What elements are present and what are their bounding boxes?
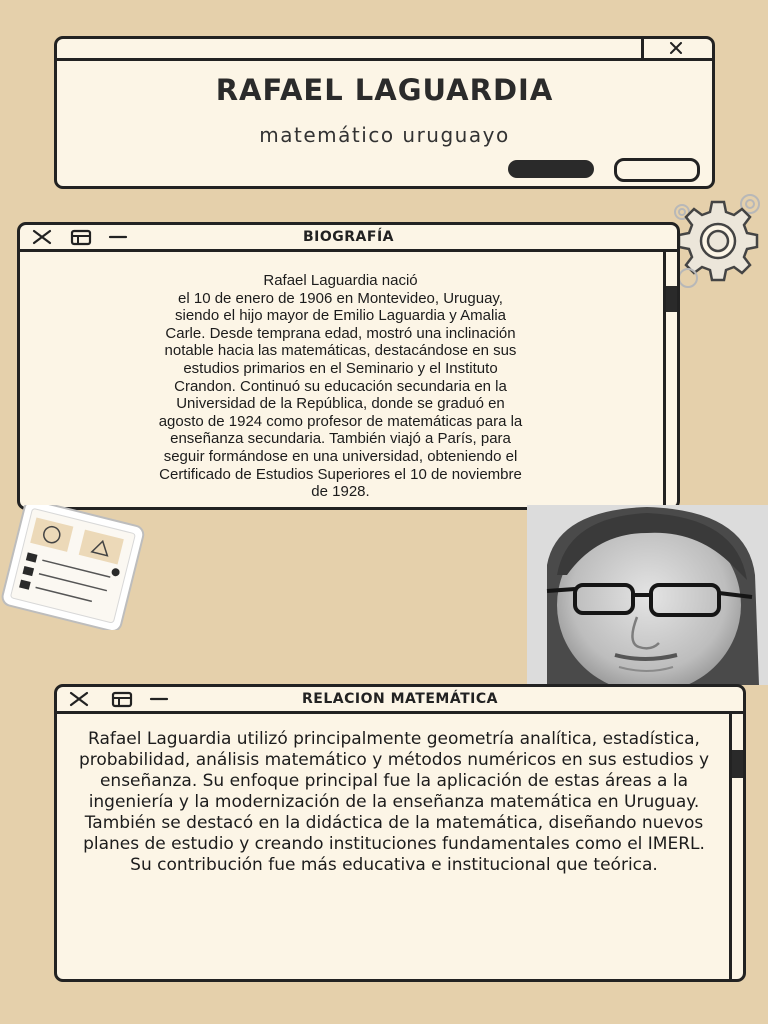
page-subtitle: matemático uruguayo bbox=[259, 123, 510, 147]
biography-title: BIOGRAFÍA bbox=[303, 229, 394, 245]
title-window bbox=[54, 36, 715, 189]
primary-pill-button[interactable] bbox=[508, 160, 594, 178]
biography-scrollbar[interactable] bbox=[663, 252, 677, 507]
biography-titlebar bbox=[20, 225, 677, 252]
relation-titlebar bbox=[57, 687, 743, 714]
relation-scroll-thumb[interactable] bbox=[732, 750, 743, 778]
tablet-icon bbox=[0, 505, 146, 630]
portrait-image bbox=[527, 505, 768, 685]
close-icon[interactable] bbox=[669, 42, 683, 54]
title-window-control[interactable] bbox=[641, 39, 712, 58]
biography-scroll-thumb[interactable] bbox=[666, 286, 677, 312]
relation-title: RELACION MATEMÁTICA bbox=[302, 691, 498, 707]
secondary-pill-button[interactable] bbox=[614, 158, 700, 182]
biography-text: Rafael Laguardia nació el 10 de enero de 1906 en Montevideo, Uruguay, siendo el hijo mayor de Emilio Laguardia y Amalia Carle. Desde temprana edad, mostró una inclinación notable hacia las matemáticas, destacándose en sus estudios primarios en el Seminario y el Instituto Crandon. Continuó su educación secundaria en la Universidad de la República, donde se graduó en agosto de 1924 como profesor de matemáticas para la enseñanza secundaria. También viajó a París, para seguir formándose en una universidad, obteniendo el Certificado de Estudios Superiores el 10 de noviembre de 1928. bbox=[158, 272, 523, 501]
relation-window bbox=[54, 684, 746, 982]
relation-scrollbar[interactable] bbox=[729, 714, 743, 979]
portrait-photo bbox=[527, 505, 768, 685]
relation-text: Rafael Laguardia utilizó principalmente geometría analítica, estadística, probabilidad, análisis matemático y métodos numéricos en sus estudios y enseñanza. Su enfoque principal fue la aplicación de estas áreas a la ingeniería y la modernización de la enseñanza matemática en Uruguay. También se destacó en la didáctica de la matemática, diseñando nuevos planes de estudio y creando instituciones fundamentales como el IMERL. Su contribución fue más educativa e institucional que teórica. bbox=[78, 729, 710, 875]
page-title: RAFAEL LAGUARDIA bbox=[215, 73, 554, 107]
biography-window bbox=[17, 222, 680, 510]
title-window-titlebar bbox=[57, 39, 712, 61]
